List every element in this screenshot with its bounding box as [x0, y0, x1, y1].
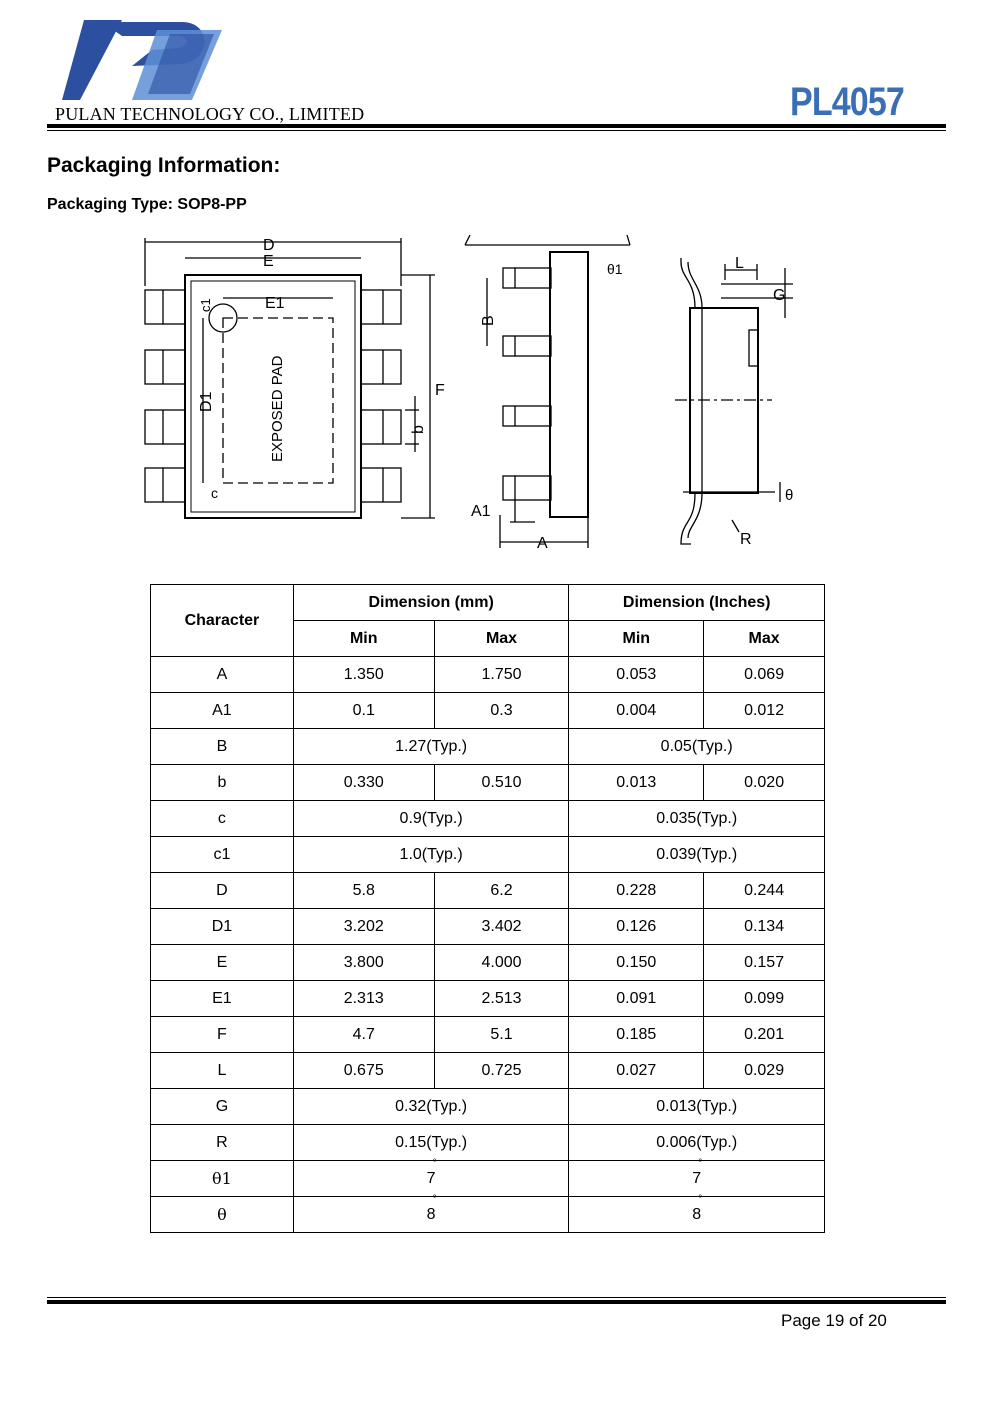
label-F: F [435, 382, 445, 399]
dimension-table [150, 584, 825, 1233]
table-row [151, 693, 825, 729]
label-E1: E1 [265, 295, 285, 312]
header-dimension-mm: Dimension (mm) [293, 585, 569, 621]
company-name: PULAN TECHNOLOGY CO., LIMITED [55, 104, 365, 124]
table-cell: 1.350 [293, 657, 434, 693]
table-row [151, 837, 825, 873]
table-cell: 0.675 [293, 1053, 434, 1089]
table-cell: 0.157 [704, 945, 825, 981]
table-cell: 0.012 [704, 693, 825, 729]
table-row [151, 1125, 825, 1161]
table-row [151, 1017, 825, 1053]
table-cell: 0.185 [569, 1017, 704, 1053]
cell-character: D [151, 873, 294, 909]
label-c1: c1 [198, 298, 213, 312]
label-A1: A1 [471, 503, 491, 520]
cell-character: G [151, 1089, 294, 1125]
table-cell: 0.244 [704, 873, 825, 909]
label-B: B [480, 315, 497, 326]
table-cell: 0.134 [704, 909, 825, 945]
table-row [151, 1053, 825, 1089]
dimension-table-body [151, 657, 825, 1233]
cell-character: R [151, 1125, 294, 1161]
label-L: L [735, 255, 744, 272]
top-view [145, 238, 435, 518]
table-cell: 0.510 [434, 765, 569, 801]
table-cell: 2.313 [293, 981, 434, 1017]
table-cell: 0.027 [569, 1053, 704, 1089]
cell-character: A [151, 657, 294, 693]
table-row [151, 873, 825, 909]
table-cell: 0.020 [704, 765, 825, 801]
table-cell: 0.1 [293, 693, 434, 729]
table-cell: 4.000 [434, 945, 569, 981]
table-cell: 1.27(Typ.) [293, 729, 569, 765]
table-cell: 0.099 [704, 981, 825, 1017]
table-cell: 0.201 [704, 1017, 825, 1053]
table-cell: 5.1 [434, 1017, 569, 1053]
table-cell: 0.069 [704, 657, 825, 693]
cell-character: b [151, 765, 294, 801]
page-number: Page 19 of 20 [781, 1311, 887, 1330]
label-theta: θ [785, 487, 794, 504]
cell-character: E [151, 945, 294, 981]
table-cell: 0.725 [434, 1053, 569, 1089]
degree-mark: ° [432, 1157, 437, 1169]
cell-character: L [151, 1053, 294, 1089]
cell-character: c [151, 801, 294, 837]
table-cell: 3.800 [293, 945, 434, 981]
label-D1: D1 [198, 391, 215, 412]
table-cell: 0.3 [434, 693, 569, 729]
table-cell [293, 1193, 569, 1233]
cell-character: A1 [151, 693, 294, 729]
table-cell [569, 1157, 825, 1197]
cell-value: 8 [692, 1205, 702, 1223]
label-exposed-pad: EXPOSED PAD [269, 355, 286, 462]
table-row [151, 765, 825, 801]
cell-character: θ [151, 1197, 294, 1233]
table-row [151, 981, 825, 1017]
degree-mark: ° [432, 1193, 437, 1205]
table-cell: 2.513 [434, 981, 569, 1017]
table-cell: 0.15(Typ.) [293, 1125, 569, 1161]
label-R: R [740, 531, 752, 548]
table-cell: 0.004 [569, 693, 704, 729]
header-rule [47, 124, 946, 128]
table-cell: 3.202 [293, 909, 434, 945]
table-cell: 0.091 [569, 981, 704, 1017]
table-cell: 0.150 [569, 945, 704, 981]
table-row [151, 657, 825, 693]
cell-character: B [151, 729, 294, 765]
table-row [151, 801, 825, 837]
label-E: E [263, 253, 274, 270]
label-D: D [263, 237, 275, 254]
cell-character: E1 [151, 981, 294, 1017]
table-cell: 3.402 [434, 909, 569, 945]
header-rule-thin [47, 130, 946, 131]
table-row [151, 1161, 825, 1197]
header-in-max: Max [704, 621, 825, 657]
table-cell: 0.039(Typ.) [569, 837, 825, 873]
side-view [465, 235, 630, 548]
part-number: PL4057 [790, 80, 904, 124]
package-drawing [135, 230, 815, 560]
header-mm-max: Max [434, 621, 569, 657]
table-cell [293, 1157, 569, 1197]
cell-character: θ1 [151, 1161, 294, 1197]
cell-character: c1 [151, 837, 294, 873]
cell-value: 7 [692, 1169, 702, 1187]
label-G: G [773, 287, 786, 304]
table-cell: 1.0(Typ.) [293, 837, 569, 873]
section-title: Packaging Information: [47, 154, 281, 177]
table-row [151, 945, 825, 981]
table-cell: 5.8 [293, 873, 434, 909]
table-cell: 0.053 [569, 657, 704, 693]
cell-character: F [151, 1017, 294, 1053]
table-cell: 0.029 [704, 1053, 825, 1089]
table-cell: 0.32(Typ.) [293, 1089, 569, 1125]
label-c: c [211, 485, 218, 501]
table-cell [569, 1193, 825, 1233]
degree-mark: ° [698, 1157, 703, 1169]
section-subtitle: Packaging Type: SOP8-PP [47, 196, 247, 213]
header-in-min: Min [569, 621, 704, 657]
pulan-logo-icon [62, 20, 222, 102]
footer-rule-thin [47, 1297, 946, 1298]
cell-character: D1 [151, 909, 294, 945]
table-cell: 4.7 [293, 1017, 434, 1053]
cell-value: 8 [426, 1205, 436, 1223]
table-cell: 0.013(Typ.) [569, 1089, 825, 1125]
header-mm-min: Min [293, 621, 434, 657]
table-cell: 0.05(Typ.) [569, 729, 825, 765]
table-row [151, 729, 825, 765]
table-cell: 0.9(Typ.) [293, 801, 569, 837]
label-theta1: θ1 [607, 261, 623, 277]
footer-rule [47, 1300, 946, 1304]
label-A: A [537, 535, 548, 552]
degree-mark: ° [698, 1193, 703, 1205]
table-cell: 0.126 [569, 909, 704, 945]
table-row [151, 909, 825, 945]
table-cell: 0.330 [293, 765, 434, 801]
cell-value: 7 [426, 1169, 436, 1187]
table-cell: 0.228 [569, 873, 704, 909]
table-cell: 1.750 [434, 657, 569, 693]
header-character: Character [151, 585, 294, 657]
header-dimension-inches: Dimension (Inches) [569, 585, 825, 621]
table-cell: 6.2 [434, 873, 569, 909]
table-cell: 0.006(Typ.) [569, 1125, 825, 1161]
table-row [151, 1089, 825, 1125]
table-row [151, 1197, 825, 1233]
table-cell: 0.013 [569, 765, 704, 801]
table-cell: 0.035(Typ.) [569, 801, 825, 837]
label-b: b [410, 425, 427, 434]
